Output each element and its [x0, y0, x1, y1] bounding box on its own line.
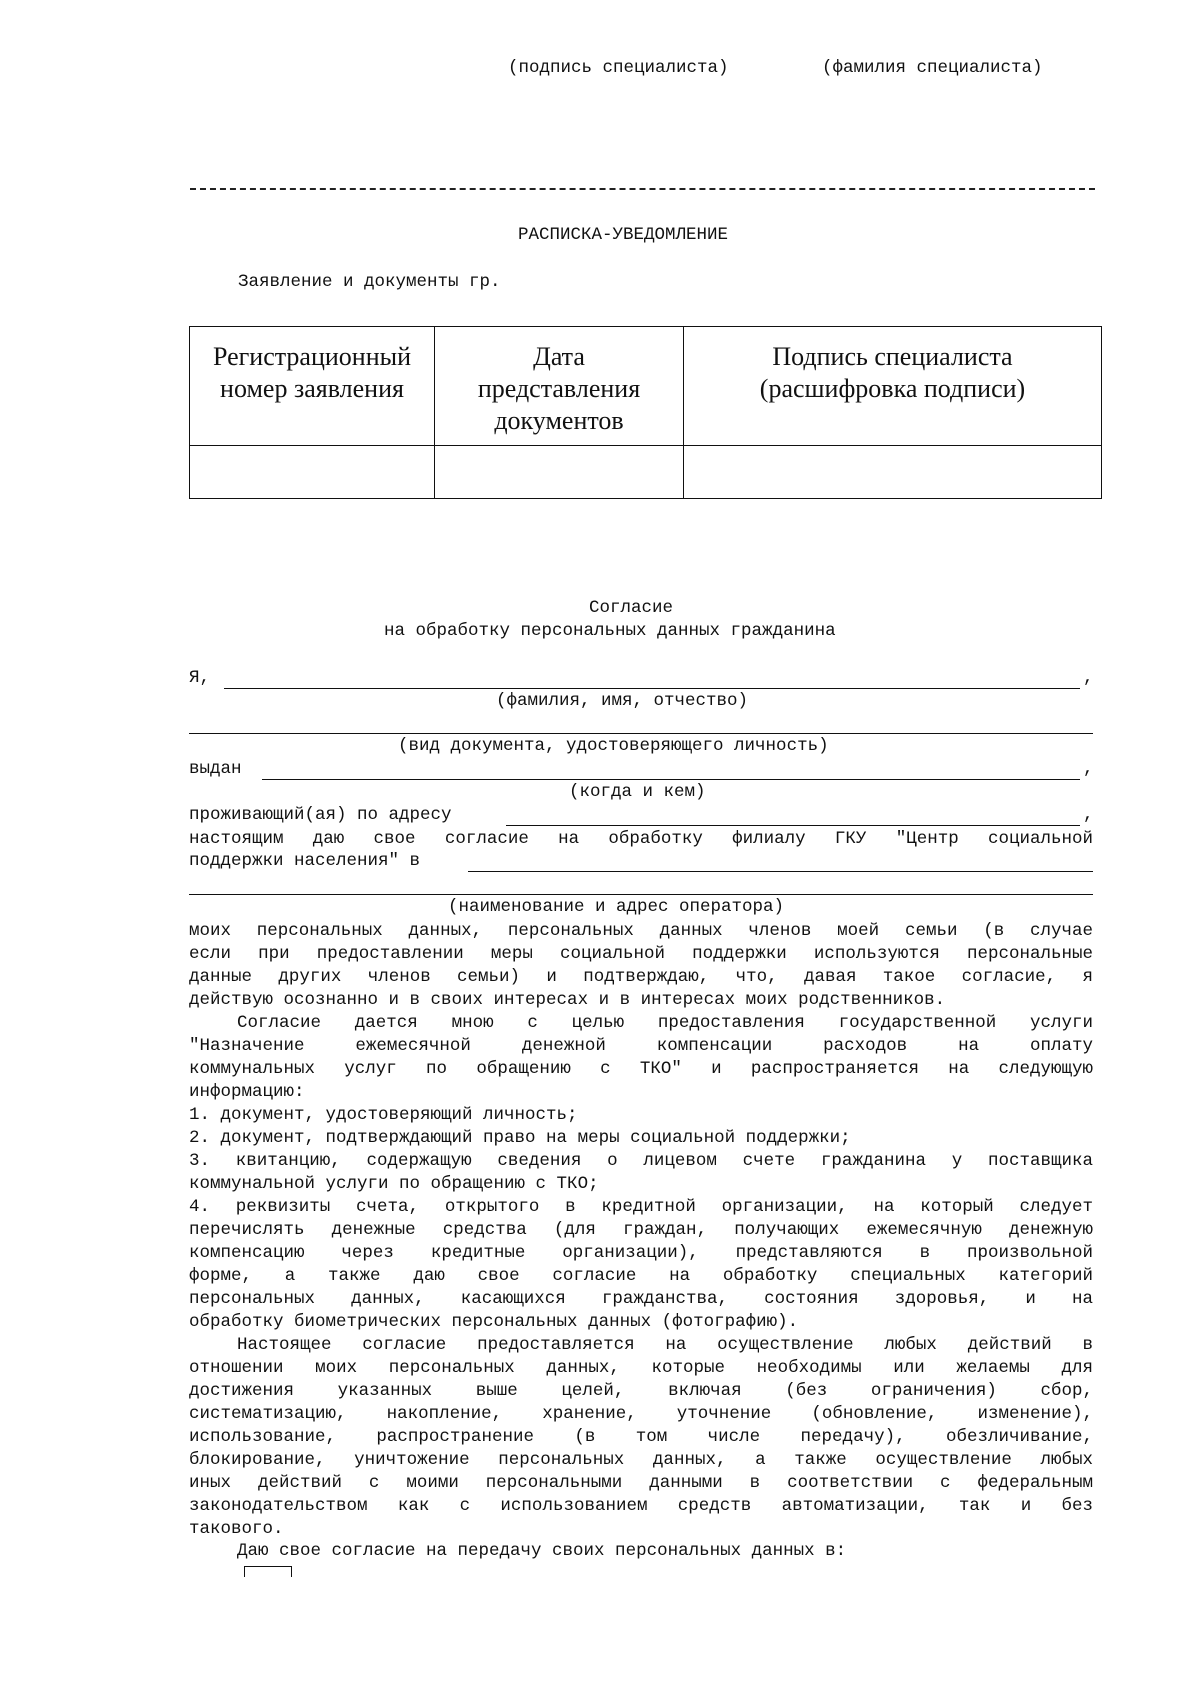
list-item: коммунальной услуги по обращению с ТКО; — [189, 1174, 599, 1194]
column-header-specialist-signature: Подпись специалиста (расшифровка подписи) — [684, 327, 1102, 446]
consent-paragraph-3: Настоящее согласие предоставляется на осуществление любых действий в отношении моих персональных данных, которые необходимы или желаемы для достижения указанных выше целей, включая (без ограничения) сбор, систематизацию, накопление, хранение, уточнение (обновление, изменение), использование, распространение (в том числе передачу), обезличивание, блокирование, уничтожение персональных данных, а также осуществление любых иных действий с моими персональными данными в соответствии с федеральным законодательством как с использованием средств автоматизации, так и без такового. — [189, 1335, 1093, 1539]
specialist-surname-caption: (фамилия специалиста) — [822, 58, 1043, 78]
address-label: проживающий(ая) по адресу — [189, 805, 452, 825]
consent-paragraph-1: моих персональных данных, персональных данных членов моей семьи (в случае если при предоставлении меры социальной поддержки используются персональные данные других членов семьи) и подтверждаю, что, давая такое согласие, я действую осознанно и в своих интересах и в интересах моих родственников. — [189, 921, 1093, 1010]
consent-title: Согласие — [589, 598, 674, 618]
list-item: перечислять денежные средства (для граждан, получающих ежемесячную денежную — [189, 1220, 1093, 1240]
identity-document-field-line[interactable] — [189, 733, 1093, 734]
identity-document-caption: (вид документа, удостоверяющего личность) — [398, 736, 829, 756]
receipt-intro: Заявление и документы гр. — [238, 272, 501, 292]
receipt-table — [189, 326, 1102, 499]
address-field-line[interactable] — [506, 825, 1080, 826]
list-item: 1. документ, удостоверяющий личность; — [189, 1105, 578, 1125]
operator-field-line-2[interactable] — [189, 894, 1093, 895]
comma: , — [1083, 805, 1094, 825]
comma: , — [1083, 759, 1094, 779]
column-header-submission-date: Дата представления документов — [435, 327, 684, 446]
list-item: 3. квитанцию, содержащую сведения о лицевом счете гражданина у поставщика — [189, 1151, 1093, 1171]
transfer-consent-line: Даю свое согласие на передачу своих персональных данных в: — [237, 1541, 847, 1561]
fio-field-line[interactable] — [224, 688, 1080, 689]
column-header-registration-number: Регистрационный номер заявления — [190, 327, 435, 446]
cut-line-divider — [190, 188, 1095, 190]
consent-paragraph-2: Согласие дается мною с целью предоставления государственной услуги "Назначение ежемесячной денежной компенсации расходов на оплату коммунальных услуг по обращению с ТКО" и распространяется на следующую информацию: — [189, 1013, 1093, 1102]
operator-caption: (наименование и адрес оператора) — [448, 897, 785, 917]
cell-specialist-signature[interactable] — [684, 446, 1102, 499]
list-item: персональных данных, касающихся гражданства, состояния здоровья, и на — [189, 1289, 1093, 1309]
list-item: 2. документ, подтверждающий право на меры социальной поддержки; — [189, 1128, 851, 1148]
list-item: форме, а также даю свое согласие на обработку специальных категорий — [189, 1266, 1093, 1286]
consent-statement-line: настоящим даю свое согласие на обработку филиалу ГКУ "Центр социальной — [189, 829, 1093, 849]
i-label: Я, — [189, 668, 211, 688]
consent-subtitle: на обработку персональных данных гражданина — [384, 621, 836, 641]
list-item: 4. реквизиты счета, открытого в кредитной организации, на который следует — [189, 1197, 1093, 1217]
consent-statement-line-2: поддержки населения" в — [189, 851, 421, 871]
issued-label: выдан — [189, 759, 242, 779]
operator-field-line[interactable] — [468, 871, 1093, 872]
cell-submission-date[interactable] — [435, 446, 684, 499]
fio-caption: (фамилия, имя, отчество) — [496, 691, 749, 711]
issued-field-line[interactable] — [262, 779, 1080, 780]
list-item: компенсацию через кредитные организации), представляются в произвольной — [189, 1243, 1093, 1263]
cell-registration-number[interactable] — [190, 446, 435, 499]
transfer-checkbox[interactable] — [244, 1566, 292, 1577]
list-item: обработку биометрических персональных данных (фотографию). — [189, 1312, 799, 1332]
issued-caption: (когда и кем) — [569, 782, 706, 802]
specialist-signature-caption: (подпись специалиста) — [508, 58, 729, 78]
receipt-title: РАСПИСКА-УВЕДОМЛЕНИЕ — [518, 225, 729, 245]
comma: , — [1083, 668, 1094, 688]
information-list — [189, 1104, 1093, 1334]
